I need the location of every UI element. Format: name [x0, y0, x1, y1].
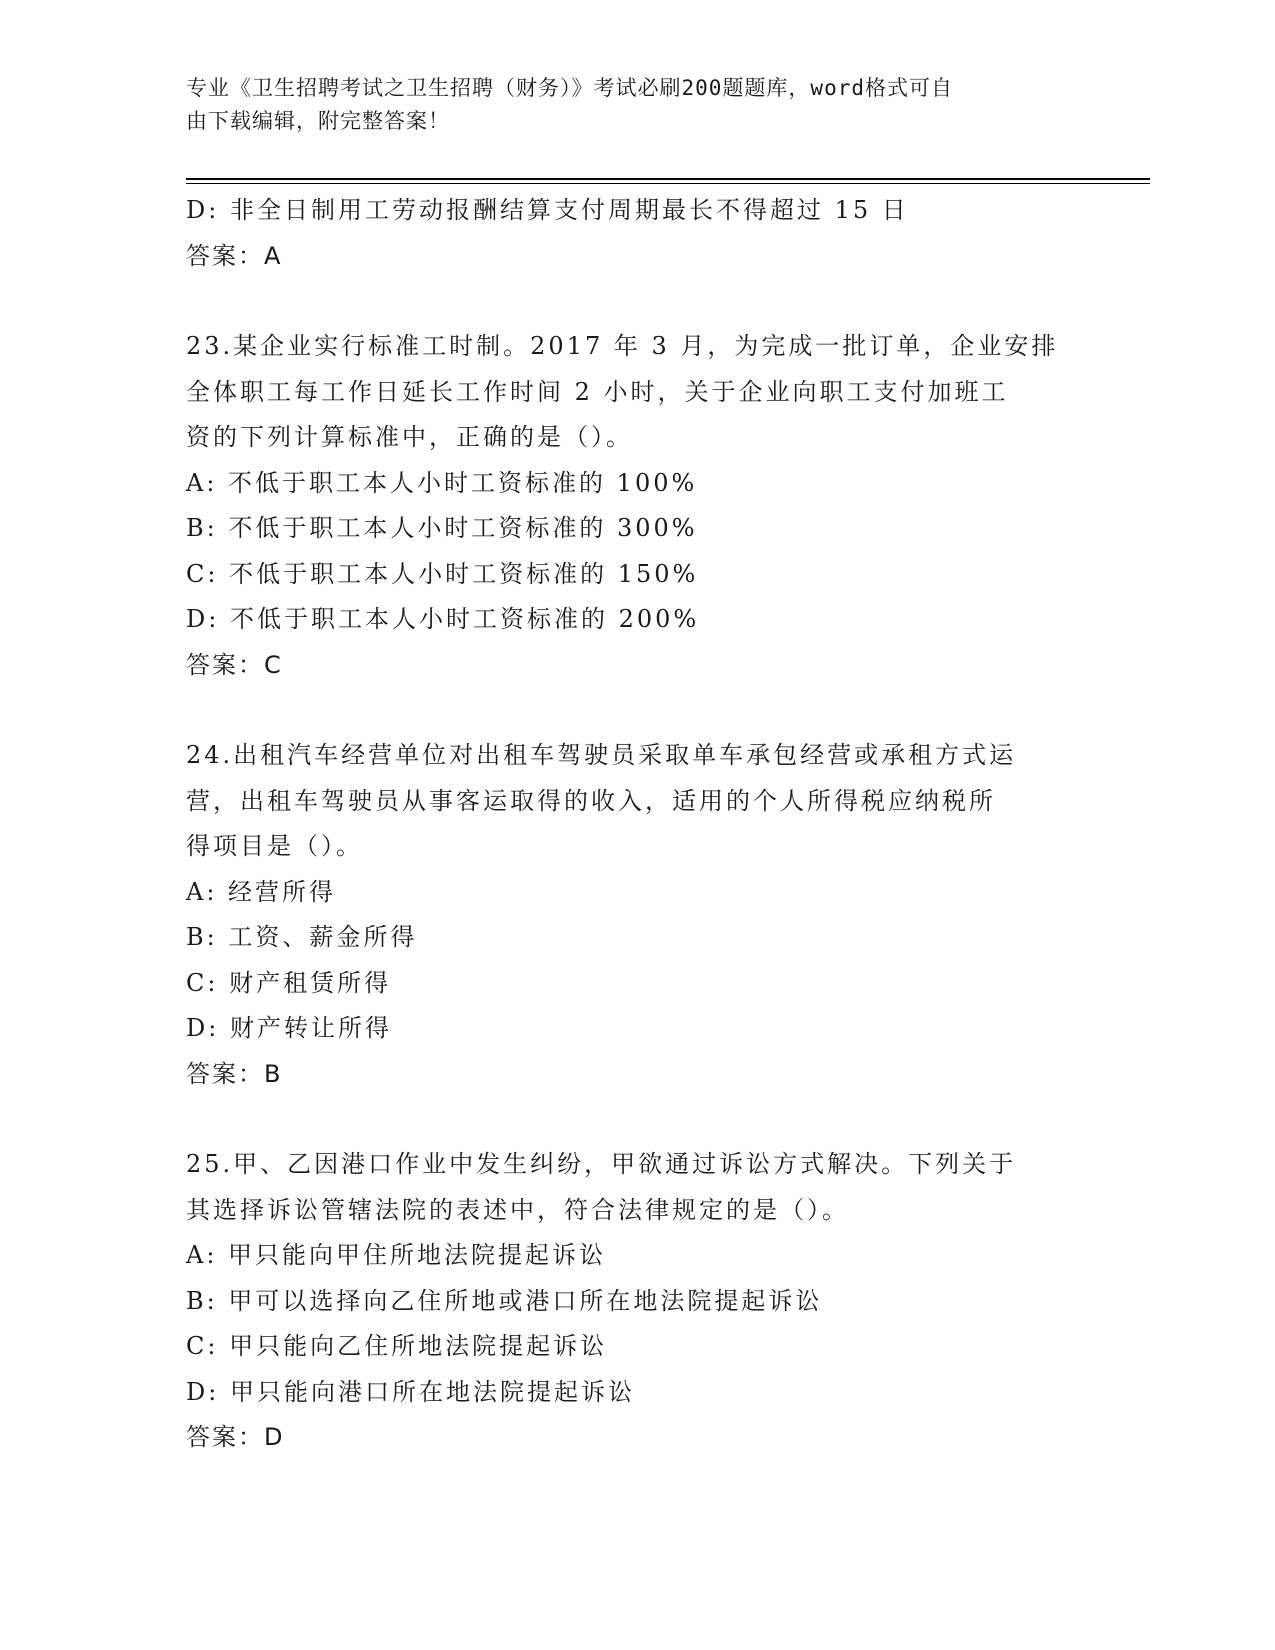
header-divider-thick — [186, 178, 1150, 180]
option-a: A: 不低于职工本人小时工资标准的 100% — [186, 468, 698, 497]
question-25 — [186, 1142, 1086, 1461]
previous-question-tail — [186, 188, 1086, 279]
option-d: D: 财产转让所得 — [186, 1014, 392, 1042]
option-d: D: 非全日制用工劳动报酬结算支付周期最长不得超过 15 日 — [186, 196, 909, 224]
question-text-line: 25.甲、乙因港口作业中发生纠纷，甲欲通过诉讼方式解决。下列关于 — [186, 1150, 1017, 1178]
option-c: C: 甲只能向乙住所地法院提起诉讼 — [186, 1332, 608, 1360]
option-b: B: 不低于职工本人小时工资标准的 300% — [186, 514, 698, 542]
option-d: D: 不低于职工本人小时工资标准的 200% — [186, 605, 700, 633]
answer-line: 答案：C — [186, 650, 283, 679]
question-text-line: 24.出租汽车经营单位对出租车驾驶员采取单车承包经营或承租方式运 — [186, 741, 1017, 769]
question-text-line: 资的下列计算标准中，正确的是（）。 — [186, 423, 633, 451]
spacer — [186, 688, 1086, 733]
answer-line: 答案：A — [186, 241, 283, 270]
header-line-1: 专业《卫生招聘考试之卫生招聘（财务）》考试必刷200题题库，word格式可自 — [186, 76, 953, 100]
question-text-line: 全体职工每工作日延长工作时间 2 小时，关于企业向职工支付加班工 — [186, 377, 1009, 406]
question-text-line: 其选择诉讼管辖法院的表述中，符合法律规定的是（）。 — [186, 1195, 849, 1224]
header-line-2: 由下载编辑，附完整答案！ — [186, 109, 450, 133]
answer-line: 答案：B — [186, 1059, 283, 1088]
option-a: A: 甲只能向甲住所地法院提起诉讼 — [186, 1241, 607, 1269]
question-text-line: 营，出租车驾驶员从事客运取得的收入，适用的个人所得税应纳税所 — [186, 786, 996, 815]
option-c: C: 财产租赁所得 — [186, 968, 392, 997]
option-b: B: 工资、薪金所得 — [186, 923, 418, 951]
question-24 — [186, 733, 1086, 1097]
document-header — [186, 72, 1066, 138]
question-23 — [186, 324, 1086, 688]
spacer — [186, 1097, 1086, 1142]
question-text-line: 23.某企业实行标准工时制。2017 年 3 月，为完成一批订单，企业安排 — [186, 332, 1059, 360]
option-a: A: 经营所得 — [186, 877, 337, 906]
option-d: D: 甲只能向港口所在地法院提起诉讼 — [186, 1377, 635, 1406]
document-body — [186, 188, 1086, 1461]
option-c: C: 不低于职工本人小时工资标准的 150% — [186, 559, 699, 588]
option-b: B: 甲可以选择向乙住所地或港口所在地法院提起诉讼 — [186, 1286, 823, 1315]
answer-line: 答案：D — [186, 1423, 285, 1451]
question-text-line: 得项目是（）。 — [186, 832, 363, 860]
spacer — [186, 279, 1086, 324]
header-divider-thin — [186, 183, 1150, 184]
